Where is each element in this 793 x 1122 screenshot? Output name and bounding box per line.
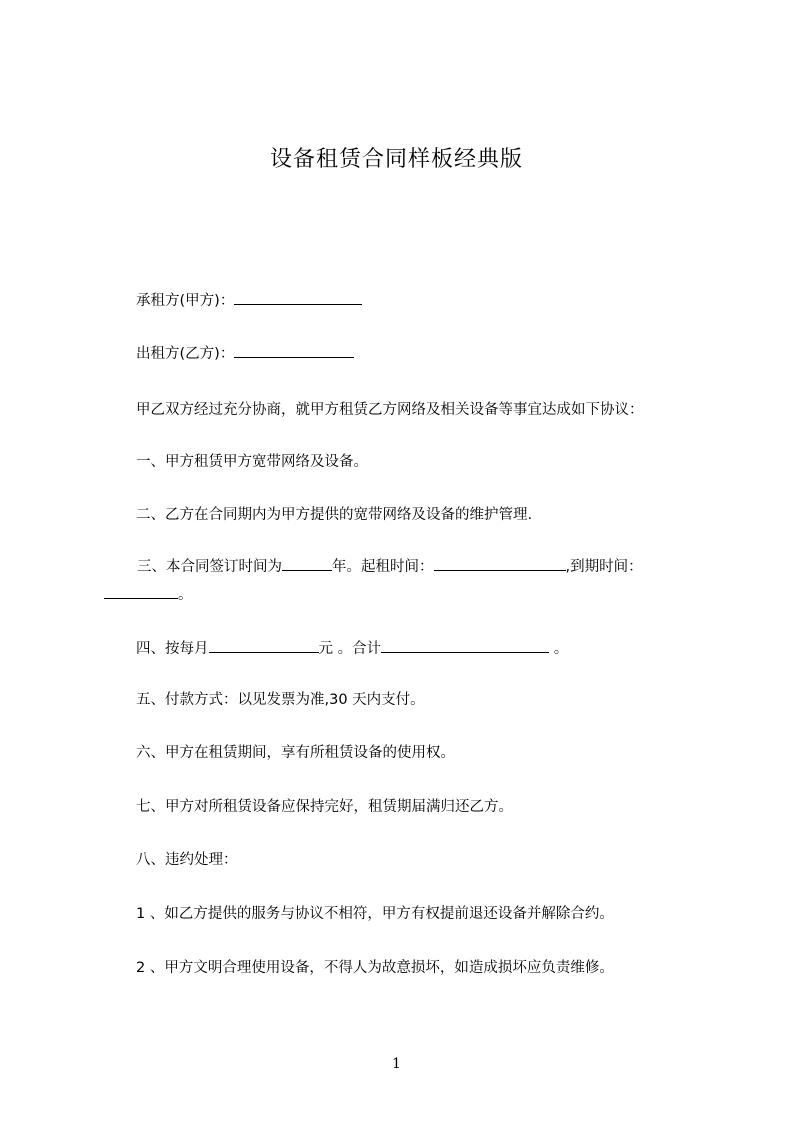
end-time-blank <box>104 584 178 599</box>
clause-6: 六、甲方在租赁期间，享有所租赁设备的使用权。 <box>136 745 455 761</box>
clause-1: 一、甲方租赁甲方宽带网络及设备。 <box>136 454 368 470</box>
clause-4-prefix: 四、按每月 <box>136 641 209 657</box>
clause-4-end: 。 <box>549 641 569 657</box>
clause-2: 二、乙方在合同期内为甲方提供的宽带网络及设备的维护管理. <box>136 507 533 523</box>
clause-4 <box>136 638 568 659</box>
clause-8-1: 1 、如乙方提供的服务与协议不相符，甲方有权提前退还设备并解除合约。 <box>136 906 614 922</box>
clause-3 <box>104 553 704 609</box>
clause-3-year: 年。起租时间： <box>332 559 434 575</box>
clause-8-2: 2 、甲方文明合理使用设备，不得人为故意损坏，如造成损坏应负责维修。 <box>136 960 614 976</box>
clause-4-yuan: 元 。合计 <box>318 641 382 657</box>
clause-7: 七、甲方对所租赁设备应保持完好，租赁期届满归还乙方。 <box>136 799 513 815</box>
clause-8: 八、违约处理： <box>136 852 238 868</box>
total-amount-blank <box>381 638 549 653</box>
monthly-amount-blank <box>209 638 319 653</box>
clause-5: 五、付款方式：以见发票为准,30 天内支付。 <box>136 692 425 708</box>
lessor-line <box>136 343 354 364</box>
start-time-blank <box>434 556 566 571</box>
sign-year-blank <box>282 556 332 571</box>
lessee-blank <box>234 290 362 305</box>
lessor-label: 出租方(乙方)： <box>136 346 235 362</box>
lessee-label: 承租方(甲方)： <box>136 293 235 309</box>
document-title: 设备租赁合同样板经典版 <box>269 147 523 172</box>
intro-paragraph: 甲乙双方经过充分协商，就甲方租赁乙方网络及相关设备等事宜达成如下协议： <box>136 402 644 418</box>
clause-3-end: 。 <box>178 587 193 603</box>
lessor-blank <box>234 343 354 358</box>
page-number: 1 <box>392 1056 401 1072</box>
clause-3-prefix: 三、本合同签订时间为 <box>137 559 282 575</box>
clause-3-expire: ,到期时间： <box>565 559 643 575</box>
lessee-line <box>136 290 362 311</box>
